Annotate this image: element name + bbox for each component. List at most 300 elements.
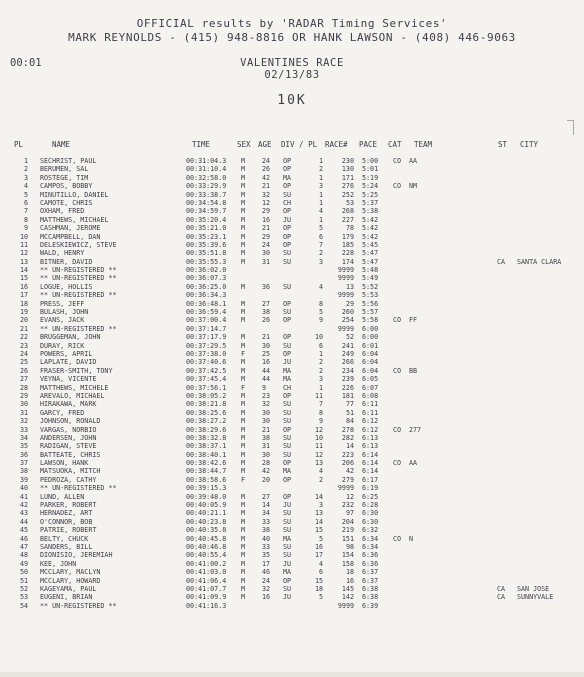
- age-cell: 29: [262, 207, 271, 216]
- runner-name: POWERS, APRIL: [40, 349, 93, 358]
- pace-cell: 5:47: [362, 249, 379, 258]
- pace-cell: 5:57: [362, 308, 379, 317]
- race-date: 02/13/83: [264, 69, 320, 81]
- place-cell: 25: [19, 358, 28, 367]
- division-cell: MA: [283, 568, 292, 577]
- division-cell: OP: [283, 232, 292, 241]
- sex-cell: F: [241, 475, 246, 484]
- table-row: [0, 384, 584, 392]
- pace-cell: 5:53: [362, 291, 379, 300]
- finish-time: 00:33:29.9: [186, 182, 227, 191]
- sex-cell: M: [241, 316, 246, 325]
- runner-name: CAMPOS, BOBBY: [40, 182, 93, 191]
- sex-cell: M: [241, 182, 246, 191]
- race-number: 249: [341, 349, 354, 358]
- place-cell: 12: [19, 249, 28, 258]
- race-number: 252: [341, 190, 354, 199]
- sex-cell: M: [241, 542, 246, 551]
- place-cell: 46: [19, 534, 28, 543]
- age-cell: 28: [262, 459, 271, 468]
- division-place: 10: [314, 433, 323, 442]
- finish-time: 00:40:35.8: [186, 526, 227, 535]
- pace-cell: 6:25: [362, 492, 379, 501]
- finish-time: 00:41:07.7: [186, 584, 227, 593]
- runner-name: PEDROZA, CATHY: [40, 475, 97, 484]
- place-cell: 52: [19, 584, 28, 593]
- pace-cell: 6:37: [362, 576, 379, 585]
- age-cell: 42: [262, 467, 271, 476]
- finish-time: 00:38:29.6: [186, 425, 227, 434]
- table-row: [0, 308, 584, 316]
- division-place: 1: [318, 157, 323, 165]
- race-number: 254: [341, 316, 354, 325]
- finish-time: 00:40:55.4: [186, 551, 227, 560]
- pace-cell: 5:25: [362, 190, 379, 199]
- sex-cell: M: [241, 190, 246, 199]
- finish-time: 00:41:16.3: [186, 601, 227, 610]
- age-cell: 16: [262, 593, 271, 602]
- table-row: [0, 157, 584, 165]
- race-number: 52: [345, 333, 354, 342]
- finish-time: 00:36:34.3: [186, 291, 227, 300]
- division-place: 18: [314, 584, 323, 593]
- city-cell: SANTA CLARA: [517, 257, 562, 266]
- table-row: [0, 493, 584, 501]
- category-cell: CO: [393, 534, 402, 543]
- runner-name: RADIGAN, STEVE: [40, 442, 97, 451]
- pace-cell: 6:30: [362, 517, 379, 526]
- table-row: [0, 274, 584, 282]
- age-cell: 24: [262, 240, 271, 249]
- age-cell: 36: [262, 282, 271, 291]
- division-cell: SU: [283, 517, 292, 526]
- finish-time: 00:37:38.0: [186, 349, 227, 358]
- division-place: 8: [318, 299, 323, 308]
- division-cell: JU: [283, 593, 292, 602]
- sex-cell: M: [241, 257, 246, 266]
- sex-cell: M: [241, 526, 246, 535]
- age-cell: 30: [262, 417, 271, 426]
- table-row: [0, 451, 584, 459]
- runner-name: MATTHEWS, MICHELE: [40, 383, 109, 392]
- runner-name: OXHAM, FRED: [40, 207, 85, 216]
- table-row: [0, 224, 584, 232]
- division-place: 2: [318, 475, 323, 484]
- pace-cell: 6:13: [362, 433, 379, 442]
- pace-cell: 6:38: [362, 584, 379, 593]
- division-place: 3: [318, 182, 323, 191]
- age-cell: 29: [262, 232, 271, 241]
- table-row: [0, 191, 584, 199]
- race-number: 185: [341, 240, 354, 249]
- table-row: [0, 509, 584, 517]
- age-cell: 27: [262, 299, 271, 308]
- pace-cell: 5:01: [362, 165, 379, 174]
- division-place: 7: [318, 240, 323, 249]
- col-header-cat: CAT: [388, 140, 402, 149]
- age-cell: 30: [262, 450, 271, 459]
- age-cell: 14: [262, 501, 271, 510]
- place-cell: 37: [19, 459, 28, 468]
- race-number: 204: [341, 517, 354, 526]
- runner-name: LOGUE, HOLLIS: [40, 282, 93, 291]
- race-number: 279: [341, 475, 354, 484]
- division-place: 6: [318, 568, 323, 577]
- race-number: 84: [345, 417, 354, 426]
- runner-name: WALD, HENRY: [40, 249, 85, 258]
- place-cell: 17: [19, 291, 28, 300]
- division-cell: OP: [283, 224, 292, 233]
- sex-cell: M: [241, 198, 246, 207]
- col-header-pace: PACE: [359, 140, 378, 149]
- table-row: [0, 484, 584, 492]
- pace-cell: 5:37: [362, 198, 379, 207]
- finish-time: 00:38:37.1: [186, 442, 227, 451]
- pace-cell: 6:11: [362, 400, 379, 409]
- sex-cell: M: [241, 299, 246, 308]
- division-cell: OP: [283, 391, 292, 400]
- race-number: 223: [341, 450, 354, 459]
- division-place: 1: [318, 383, 323, 392]
- division-cell: SU: [283, 584, 292, 593]
- division-cell: SU: [283, 542, 292, 551]
- division-place: 4: [318, 559, 323, 568]
- finish-time: 00:35:21.0: [186, 224, 227, 233]
- division-cell: OP: [283, 165, 292, 174]
- pace-cell: 5:42: [362, 232, 379, 241]
- place-cell: 33: [19, 425, 28, 434]
- table-row: [0, 165, 584, 173]
- table-row: [0, 342, 584, 350]
- race-number: 42: [345, 467, 354, 476]
- division-cell: OP: [283, 492, 292, 501]
- pace-cell: 6:30: [362, 509, 379, 518]
- race-number: 260: [341, 308, 354, 317]
- runner-name: ANDERSEN, JOHN: [40, 433, 97, 442]
- race-number: 12: [345, 492, 354, 501]
- pace-cell: 6:14: [362, 459, 379, 468]
- division-cell: SU: [283, 509, 292, 518]
- runner-name: PRESS, JEFF: [40, 299, 85, 308]
- division-place: 1: [318, 190, 323, 199]
- finish-time: 00:41:03.0: [186, 568, 227, 577]
- finish-time: 00:33:38.7: [186, 190, 227, 199]
- finish-time: 00:40:45.8: [186, 534, 227, 543]
- age-cell: 46: [262, 568, 271, 577]
- race-number: 234: [341, 366, 354, 375]
- place-cell: 42: [19, 501, 28, 510]
- team-cell: AA: [409, 157, 418, 165]
- division-cell: JU: [283, 215, 292, 224]
- finish-time: 00:39:48.0: [186, 492, 227, 501]
- age-cell: 12: [262, 198, 271, 207]
- pace-cell: 5:42: [362, 224, 379, 233]
- age-cell: 26: [262, 165, 271, 174]
- place-cell: 47: [19, 542, 28, 551]
- race-number: 181: [341, 391, 354, 400]
- division-cell: SU: [283, 308, 292, 317]
- race-number: 154: [341, 551, 354, 560]
- table-row: [0, 283, 584, 291]
- division-cell: SU: [283, 400, 292, 409]
- pace-cell: 5:45: [362, 240, 379, 249]
- division-place: 2: [318, 366, 323, 375]
- table-row: [0, 367, 584, 375]
- place-cell: 35: [19, 442, 28, 451]
- table-row: [0, 350, 584, 358]
- finish-time: 00:38:21.8: [186, 400, 227, 409]
- runner-name: JOHNSON, RONALD: [40, 417, 101, 426]
- runner-name: ** UN-REGISTERED **: [40, 601, 117, 610]
- division-cell: SU: [283, 190, 292, 199]
- division-cell: SU: [283, 417, 292, 426]
- finish-time: 00:35:39.6: [186, 240, 227, 249]
- race-number: 9999: [337, 484, 354, 493]
- pace-cell: 5:42: [362, 215, 379, 224]
- race-number: 241: [341, 341, 354, 350]
- division-place: 9: [318, 316, 323, 325]
- runner-name: O'CONNOR, BOB: [40, 517, 93, 526]
- runner-name: LUND, ALLEN: [40, 492, 85, 501]
- table-row: [0, 593, 584, 601]
- place-cell: 4: [23, 182, 28, 191]
- table-row: [0, 476, 584, 484]
- race-number: 9999: [337, 274, 354, 283]
- pace-cell: 6:04: [362, 349, 379, 358]
- race-number: 226: [341, 383, 354, 392]
- place-cell: 10: [19, 232, 28, 241]
- age-cell: 9: [262, 383, 267, 392]
- table-row: [0, 442, 584, 450]
- finish-time: 00:35:51.8: [186, 249, 227, 258]
- place-cell: 8: [23, 215, 28, 224]
- sex-cell: M: [241, 450, 246, 459]
- finish-time: 00:37:40.6: [186, 358, 227, 367]
- runner-name: AREVALO, MICHAEL: [40, 391, 105, 400]
- pace-cell: 5:24: [362, 182, 379, 191]
- race-number: 142: [341, 593, 354, 602]
- sex-cell: M: [241, 366, 246, 375]
- pace-cell: 6:14: [362, 467, 379, 476]
- clock-readout: 00:01: [10, 57, 42, 69]
- place-cell: 44: [19, 517, 28, 526]
- division-place: 10: [314, 333, 323, 342]
- runner-name: ** UN-REGISTERED **: [40, 484, 117, 493]
- place-cell: 38: [19, 467, 28, 476]
- pace-cell: 6:08: [362, 391, 379, 400]
- table-row: [0, 241, 584, 249]
- table-row: [0, 535, 584, 543]
- runner-name: MCCLARY, MACLYN: [40, 568, 101, 577]
- finish-time: 00:38:44.7: [186, 467, 227, 476]
- table-row: [0, 392, 584, 400]
- team-cell: 277: [409, 425, 422, 434]
- division-cell: SU: [283, 282, 292, 291]
- division-cell: OP: [283, 299, 292, 308]
- division-place: 1: [318, 215, 323, 224]
- category-cell: CO: [393, 425, 402, 434]
- runner-name: MINUTILLO, DANIEL: [40, 190, 109, 199]
- age-cell: 27: [262, 492, 271, 501]
- contact-line: MARK REYNOLDS - (415) 948-8816 OR HANK LAWSON - (408) 446-9063: [68, 31, 516, 44]
- runner-name: KAGEYAMA, PAUL: [40, 584, 97, 593]
- place-cell: 22: [19, 333, 28, 342]
- age-cell: 23: [262, 391, 271, 400]
- age-cell: 44: [262, 375, 271, 384]
- runner-name: SANDERS, BILL: [40, 542, 93, 551]
- pace-cell: 6:36: [362, 551, 379, 560]
- table-row: [0, 258, 584, 266]
- table-row: [0, 300, 584, 308]
- sex-cell: M: [241, 215, 246, 224]
- place-cell: 7: [23, 207, 28, 216]
- place-cell: 45: [19, 526, 28, 535]
- runner-name: DURAY, RICK: [40, 341, 85, 350]
- state-cell: CA: [497, 593, 506, 602]
- division-cell: OP: [283, 475, 292, 484]
- place-cell: 6: [23, 198, 28, 207]
- col-header-sex: SEX: [237, 140, 251, 149]
- division-cell: CH: [283, 383, 292, 392]
- division-cell: OP: [283, 349, 292, 358]
- place-cell: 5: [23, 190, 28, 199]
- runner-name: EVANS, JACK: [40, 316, 85, 325]
- col-header-race-number: RACE#: [325, 140, 348, 149]
- race-number: 9999: [337, 601, 354, 610]
- division-place: 14: [314, 517, 323, 526]
- pace-cell: 6:04: [362, 358, 379, 367]
- division-cell: JU: [283, 358, 292, 367]
- place-cell: 40: [19, 484, 28, 493]
- sex-cell: M: [241, 408, 246, 417]
- pace-cell: 6:34: [362, 542, 379, 551]
- division-place: 15: [314, 576, 323, 585]
- division-cell: CH: [283, 198, 292, 207]
- place-cell: 41: [19, 492, 28, 501]
- sex-cell: M: [241, 308, 246, 317]
- finish-time: 00:38:32.8: [186, 433, 227, 442]
- team-cell: NM: [409, 182, 418, 191]
- sex-cell: F: [241, 349, 246, 358]
- finish-time: 00:36:25.0: [186, 282, 227, 291]
- race-number: 174: [341, 257, 354, 266]
- pace-cell: 6:34: [362, 534, 379, 543]
- age-cell: 16: [262, 358, 271, 367]
- table-row: [0, 585, 584, 593]
- category-cell: CO: [393, 157, 402, 165]
- sex-cell: M: [241, 375, 246, 384]
- age-cell: 20: [262, 475, 271, 484]
- sex-cell: M: [241, 509, 246, 518]
- runner-name: VEYNA, VICENTE: [40, 375, 97, 384]
- place-cell: 29: [19, 391, 28, 400]
- race-number: 239: [341, 375, 354, 384]
- sex-cell: M: [241, 282, 246, 291]
- runner-name: MATTHEWS, MICHAEL: [40, 215, 109, 224]
- finish-time: 00:38:58.6: [186, 475, 227, 484]
- race-number: 78: [345, 224, 354, 233]
- results-title: OFFICIAL results by 'RADAR Timing Services': [136, 17, 448, 30]
- age-cell: 26: [262, 316, 271, 325]
- finish-time: 00:35:23.1: [186, 232, 227, 241]
- table-row: [0, 526, 584, 534]
- sex-cell: M: [241, 358, 246, 367]
- pace-cell: 6:12: [362, 417, 379, 426]
- finish-time: 00:37:42.5: [186, 366, 227, 375]
- sex-cell: M: [241, 341, 246, 350]
- col-header-st: ST: [498, 140, 508, 149]
- race-name: VALENTINES RACE: [240, 57, 344, 69]
- sex-cell: M: [241, 459, 246, 468]
- division-cell: OP: [283, 182, 292, 191]
- place-cell: 31: [19, 408, 28, 417]
- age-cell: 21: [262, 425, 271, 434]
- race-number: 268: [341, 207, 354, 216]
- place-cell: 13: [19, 257, 28, 266]
- pace-cell: 6:04: [362, 366, 379, 375]
- division-cell: OP: [283, 157, 292, 165]
- finish-time: 00:38:25.6: [186, 408, 227, 417]
- pace-cell: 6:00: [362, 324, 379, 333]
- age-cell: 35: [262, 551, 271, 560]
- division-place: 5: [318, 593, 323, 602]
- runner-name: CAMOTE, CHRIS: [40, 198, 93, 207]
- place-cell: 50: [19, 568, 28, 577]
- age-cell: 42: [262, 173, 271, 182]
- place-cell: 1: [23, 157, 28, 165]
- place-cell: 21: [19, 324, 28, 333]
- pace-cell: 6:13: [362, 442, 379, 451]
- table-row: [0, 325, 584, 333]
- division-place: 1: [318, 198, 323, 207]
- sex-cell: F: [241, 383, 246, 392]
- table-row: [0, 426, 584, 434]
- race-number: 9999: [337, 291, 354, 300]
- finish-time: 00:34:54.8: [186, 198, 227, 207]
- place-cell: 16: [19, 282, 28, 291]
- pace-cell: 6:37: [362, 568, 379, 577]
- runner-name: EUGENI, BRIAN: [40, 593, 93, 602]
- place-cell: 51: [19, 576, 28, 585]
- team-cell: AA: [409, 459, 418, 468]
- place-cell: 54: [19, 601, 28, 610]
- age-cell: 38: [262, 308, 271, 317]
- division-place: 5: [318, 534, 323, 543]
- place-cell: 48: [19, 551, 28, 560]
- sex-cell: M: [241, 576, 246, 585]
- division-cell: OP: [283, 459, 292, 468]
- finish-time: 00:31:04.3: [186, 157, 227, 165]
- table-row: [0, 560, 584, 568]
- sex-cell: M: [241, 517, 246, 526]
- place-cell: 14: [19, 266, 28, 275]
- division-place: 11: [314, 391, 323, 400]
- runner-name: PARKER, ROBERT: [40, 501, 97, 510]
- pace-cell: 6:28: [362, 501, 379, 510]
- finish-time: 00:37:29.5: [186, 341, 227, 350]
- age-cell: 33: [262, 542, 271, 551]
- race-number: 97: [345, 509, 354, 518]
- age-cell: 21: [262, 333, 271, 342]
- runner-name: BULASH, JOHN: [40, 308, 89, 317]
- division-place: 2: [318, 165, 323, 174]
- division-place: 15: [314, 526, 323, 535]
- col-header-time: TIME: [192, 140, 211, 149]
- division-place: 17: [314, 551, 323, 560]
- pace-cell: 6:14: [362, 450, 379, 459]
- sex-cell: M: [241, 165, 246, 174]
- runner-name: FRASER-SMITH, TONY: [40, 366, 113, 375]
